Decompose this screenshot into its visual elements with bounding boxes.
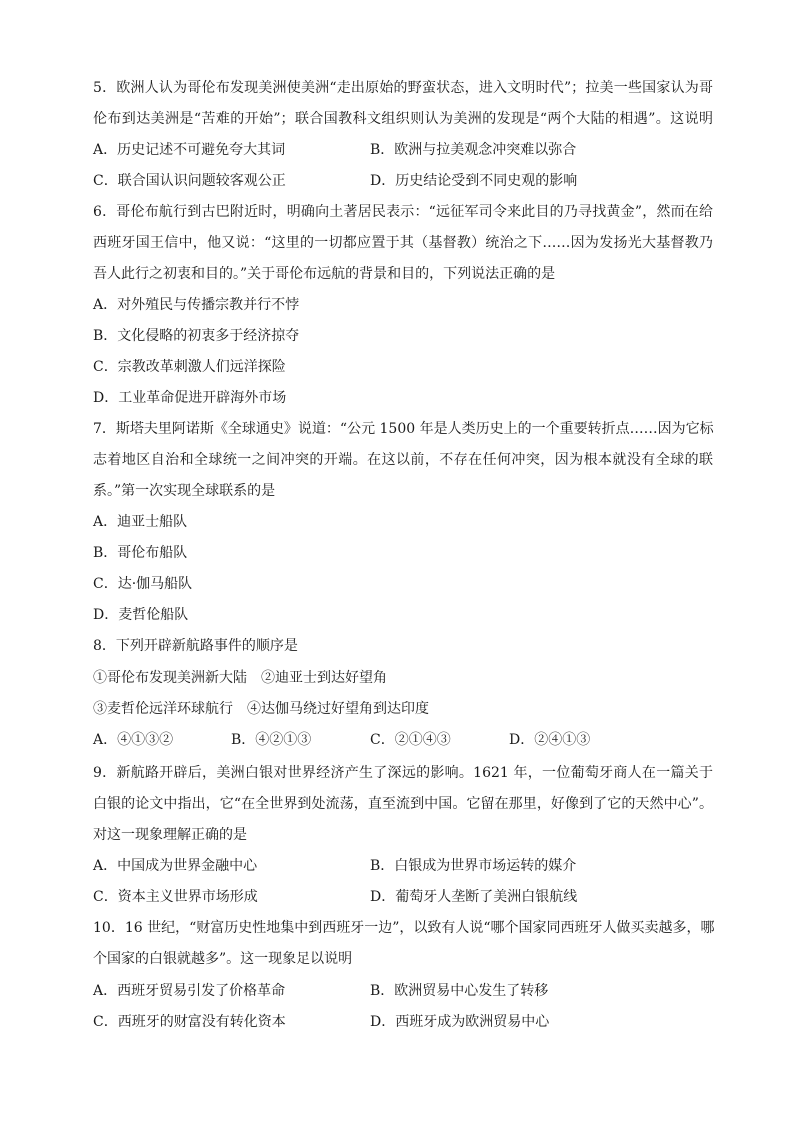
q5-option-b[interactable]: B．欧洲与拉美观念冲突难以弥合 xyxy=(370,142,577,158)
q10-option-a[interactable]: A．西班牙贸易引发了价格革命 xyxy=(93,983,286,999)
q6-stem-line-2: 西班牙国王信中，他又说：“这里的一切都应置于其（基督教）统治之下……因为发扬光大基督教乃 xyxy=(93,235,713,251)
q9-stem-line-2: 白银的论文中指出，它“在全世界到处流荡，直至流到中国。它留在那里，好像到了它的天然中心”。 xyxy=(93,796,713,812)
q7-option-b[interactable]: B．哥伦布船队 xyxy=(93,545,188,561)
q7-stem-line-2: 志着地区自治和全球统一之间冲突的开端。在这以前，不存在任何冲突，因为根本就没有全球的联 xyxy=(93,452,713,468)
q9-stem-line-3: 对这一现象理解正确的是 xyxy=(93,827,247,843)
q8-stem-line-1: 8．下列开辟新航路事件的顺序是 xyxy=(93,638,298,654)
q6-option-a[interactable]: A．对外殖民与传播宗教并行不悖 xyxy=(93,297,300,313)
q9-option-c[interactable]: C．资本主义世界市场形成 xyxy=(93,889,258,905)
q5-stem-line-2: 伦布到达美洲是“苦难的开始”；联合国教科文组织则认为美洲的发现是“两个大陆的相遇”。这说明 xyxy=(93,111,713,127)
q6-option-c[interactable]: C．宗教改革刺激人们远洋探险 xyxy=(93,359,286,375)
q8-stem-line-3: ③麦哲伦远洋环球航行 ④达伽马绕过好望角到达印度 xyxy=(93,701,429,717)
q9-option-a[interactable]: A．中国成为世界金融中心 xyxy=(93,858,258,874)
q9-option-b[interactable]: B．白银成为世界市场运转的媒介 xyxy=(370,858,577,874)
q10-option-d[interactable]: D．西班牙成为欧洲贸易中心 xyxy=(370,1014,550,1030)
q6-option-d[interactable]: D．工业革命促进开辟海外市场 xyxy=(93,390,287,406)
q8-option-c[interactable]: C．②①④③ xyxy=(370,732,451,748)
q7-option-a[interactable]: A．迪亚士船队 xyxy=(93,514,188,530)
q9-stem-line-1: 9．新航路开辟后，美洲白银对世界经济产生了深远的影响。1621 年，一位葡萄牙商人在一篇关于 xyxy=(93,765,713,781)
q7-option-c[interactable]: C．达·伽马船队 xyxy=(93,576,193,592)
q5-option-d[interactable]: D．历史结论受到不同史观的影响 xyxy=(370,173,578,189)
q5-stem-line-1: 5．欧洲人认为哥伦布发现美洲使美洲“走出原始的野蛮状态，进入文明时代”；拉美一些国家认为哥 xyxy=(93,80,713,96)
q10-option-b[interactable]: B．欧洲贸易中心发生了转移 xyxy=(370,983,549,999)
q10-option-c[interactable]: C．西班牙的财富没有转化资本 xyxy=(93,1014,286,1030)
q10-stem-line-2: 个国家的白银就越多”。这一现象足以说明 xyxy=(93,951,353,967)
q5-option-c[interactable]: C．联合国认识问题较客观公正 xyxy=(93,173,286,189)
q8-option-a[interactable]: A．④①③② xyxy=(93,732,174,748)
q7-stem-line-3: 系。”第一次实现全球联系的是 xyxy=(93,483,276,499)
q5-option-a[interactable]: A．历史记述不可避免夸大其词 xyxy=(93,142,286,158)
q10-stem-line-1: 10．16 世纪，“财富历史性地集中到西班牙一边”，以致有人说“哪个国家同西班牙人做买卖越多，哪 xyxy=(93,920,715,936)
q8-option-b[interactable]: B．④②①③ xyxy=(231,732,312,748)
q7-stem-line-1: 7．斯塔夫里阿诺斯《全球通史》说道：“公元 1500 年是人类历史上的一个重要转折点……因为它标 xyxy=(93,421,714,437)
q8-option-d[interactable]: D．②④①③ xyxy=(509,732,591,748)
q8-stem-line-2: ①哥伦布发现美洲新大陆 ②迪亚士到达好望角 xyxy=(93,670,387,686)
q6-stem-line-1: 6．哥伦布航行到古巴附近时，明确向土著居民表示：“远征军司令来此目的乃寻找黄金”，然而在给 xyxy=(93,204,713,220)
q7-option-d[interactable]: D．麦哲伦船队 xyxy=(93,607,189,623)
q6-stem-line-3: 吾人此行之初衷和目的。”关于哥伦布远航的背景和目的，下列说法正确的是 xyxy=(93,266,556,282)
q6-option-b[interactable]: B．文化侵略的初衷多于经济掠夺 xyxy=(93,328,300,344)
q9-option-d[interactable]: D．葡萄牙人垄断了美洲白银航线 xyxy=(370,889,578,905)
